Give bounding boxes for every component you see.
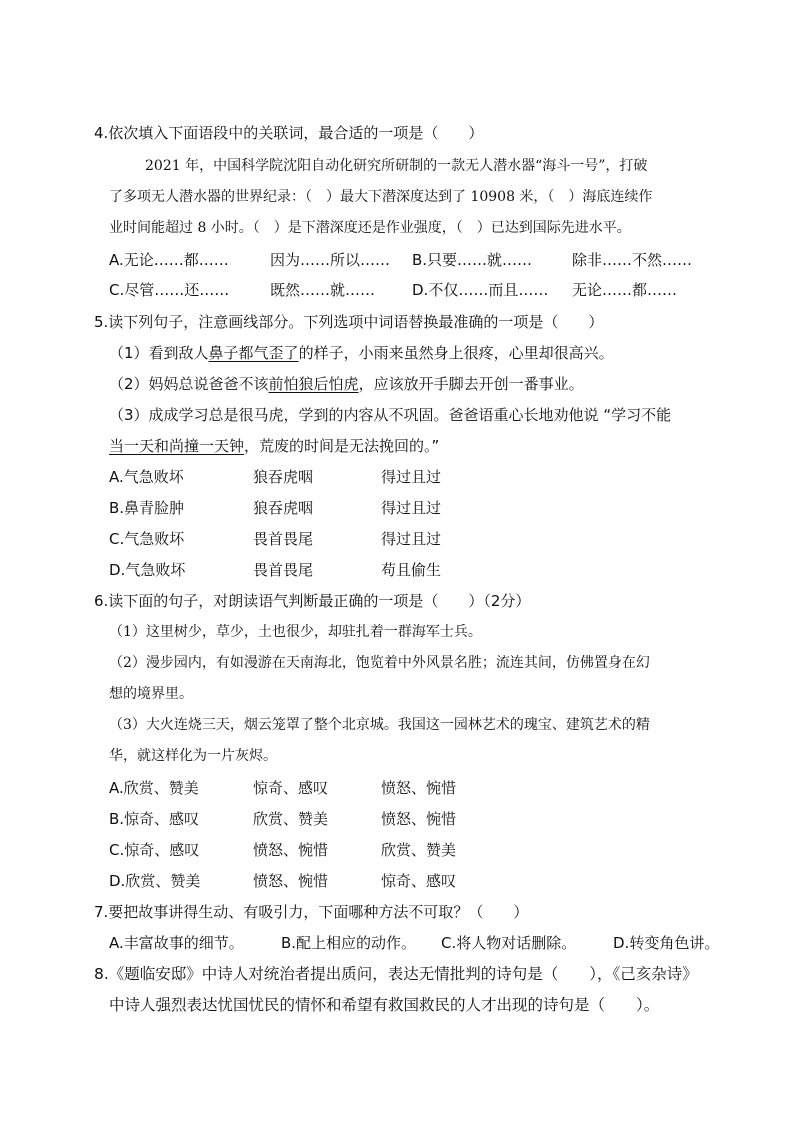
q5-sentence-3: （3）成成学习总是很马虎，学到的内容从不巩固。爸爸语重心长地劝他说 “学习不能 [109,406,672,424]
q6-sentence-3-cont: 华，就这样化为一片灰烬。 [109,748,277,764]
q5-option-b-2: 狼吞虎咽 [253,499,314,517]
q6-stem: 6.读下面的句子，对朗读语气判断最正确的一项是（ ）（2分） [94,592,531,610]
q6-sentence-3: （3）大火连烧三天，烟云笼罩了整个北京城。我国这一园林艺术的瑰宝、建筑艺术的精 [109,717,650,733]
q5-sentence-3-cont [109,436,439,456]
q5-s3-after: ，荒废的时间是无法挽回的。” [244,437,440,455]
q6-option-a-3: 愤怒、惋惜 [381,779,457,797]
q5-s1-after: 的样子，小雨来虽然身上很疼，心里却很高兴。 [298,344,614,362]
q5-s3-underlined: 当一天和尚撞一天钟 [109,437,245,455]
q4-passage-line-3: 业时间能超过 8 小时。（ ）是下潜深度还是作业强度，（ ）已达到国际先进水平。 [109,220,631,236]
q7-option-d[interactable]: D.转变角色讲。 [613,934,720,952]
q5-option-d[interactable]: D.气急败坏 [109,561,186,579]
q5-option-d-3: 苟且偷生 [381,561,442,579]
q6-option-b[interactable]: B.惊奇、感叹 [109,810,200,828]
q7-option-c[interactable]: C.将人物对话删除。 [441,934,577,952]
q4-passage-line-2: 了多项无人潜水器的世界纪录：（ ）最大下潜深度达到了 10908 米，（ ）海底连续作 [109,189,653,205]
q7-stem: 7.要把故事讲得生动、有吸引力，下面哪种方法不可取？（ ） [94,903,529,921]
q5-option-a[interactable]: A.气急败坏 [109,468,184,486]
q5-sentence-2 [109,374,584,394]
q4-option-a-second: 因为……所以…… [270,251,391,269]
q7-option-a[interactable]: A.丰富故事的细节。 [109,934,244,952]
q5-option-c-3: 得过且过 [381,530,442,548]
q5-s2-before: （2）妈妈总说爸爸不该 [109,375,269,393]
q6-option-d-3: 惊奇、感叹 [381,872,457,890]
q5-s2-underlined: 前怕狼后怕虎 [268,375,359,393]
q5-s1-underlined: 鼻子都气歪了 [208,344,299,362]
q8-line-1: 8.《题临安邸》中诗人对统治者提出质问，表达无情批判的诗句是（ ），《己亥杂诗》 [94,965,698,983]
q5-option-c[interactable]: C.气急败坏 [109,530,185,548]
q5-option-a-3: 得过且过 [381,468,442,486]
q5-option-c-2: 畏首畏尾 [253,530,314,548]
q6-option-b-3: 愤怒、惋惜 [381,810,457,828]
q6-option-b-2: 欣赏、赞美 [253,810,329,828]
q7-option-b[interactable]: B.配上相应的动作。 [281,934,417,952]
q4-option-a[interactable]: A.无论……都…… [109,251,229,269]
q6-option-d-2: 愤怒、惋惜 [253,872,329,890]
q5-stem: 5.读下列句子，注意画线部分。下列选项中词语替换最准确的一项是（ ） [94,313,604,331]
q4-option-b-second: 除非……不然…… [572,251,693,269]
q6-sentence-2-cont: 想的境界里。 [109,686,193,702]
q4-option-c-second: 既然……就…… [270,281,376,299]
q5-option-b-3: 得过且过 [381,499,442,517]
q6-option-d[interactable]: D.欣赏、赞美 [109,872,201,890]
q6-option-c[interactable]: C.惊奇、感叹 [109,841,200,859]
q4-option-d[interactable]: D.不仅……而且…… [412,281,549,299]
q4-option-b[interactable]: B.只要……就…… [412,251,533,269]
q5-option-b[interactable]: B.鼻青脸肿 [109,499,185,517]
q6-option-c-2: 愤怒、惋惜 [253,841,329,859]
q8-line-2: 中诗人强烈表达忧国忧民的情怀和希望有救国救民的人才出现的诗句是（ ）。 [109,996,660,1014]
q4-option-c[interactable]: C.尽管……还…… [109,281,230,299]
q6-sentence-1: （1）这里树少，草少，土也很少，却驻扎着一群海军士兵。 [109,624,482,640]
q5-option-d-2: 畏首畏尾 [253,561,314,579]
q6-sentence-2: （2）漫步园内，有如漫游在天南海北，饱览着中外风景名胜；流连其间，仿佛置身在幻 [109,655,650,671]
q4-option-d-second: 无论……都…… [572,281,678,299]
q6-option-c-3: 欣赏、赞美 [381,841,457,859]
q6-option-a-2: 惊奇、感叹 [253,779,329,797]
q5-sentence-1 [109,343,614,363]
q4-passage-line-1: 2021 年，中国科学院沈阳自动化研究所研制的一款无人潜水器“海斗一号”，打破 [145,158,648,174]
q5-s2-after: ，应该放开手脚去开创一番事业。 [358,375,584,393]
q5-option-a-2: 狼吞虎咽 [253,468,314,486]
q6-option-a[interactable]: A.欣赏、赞美 [109,779,199,797]
q5-s1-before: （1）看到敌人 [109,344,209,362]
q4-stem: 4.依次填入下面语段中的关联词，最合适的一项是（ ） [94,124,484,142]
